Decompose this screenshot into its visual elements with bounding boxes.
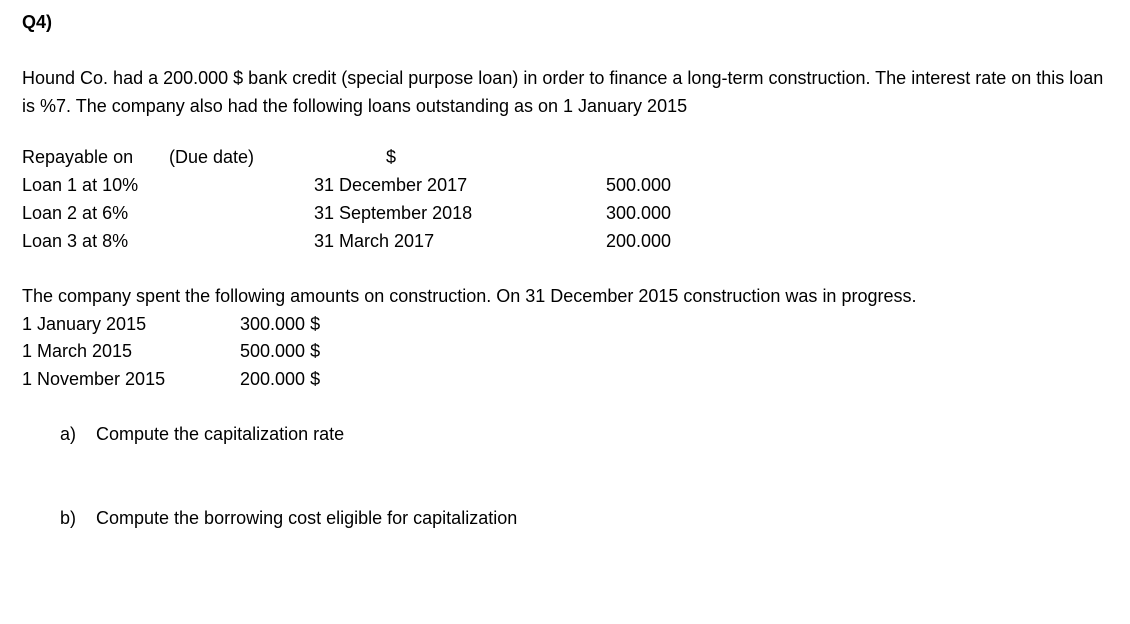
loan-due-date: 31 September 2018: [314, 203, 473, 223]
loan-amount: 200.000: [606, 231, 672, 251]
task-letter: b): [60, 508, 77, 528]
loan-due-date: 31 December 2017: [314, 175, 468, 195]
expenditure-amount: 500.000 $: [240, 341, 321, 361]
expenditure-amount: 300.000 $: [240, 314, 321, 334]
header-due-date: (Due date): [169, 147, 255, 167]
loan-name: Loan 3 at 8%: [22, 231, 129, 251]
expenditure-date: 1 January 2015: [22, 314, 147, 334]
question-intro-paragraph: Hound Co. had a 200.000 $ bank credit (special purpose loan) in order to finance a long-term construction. The interest rate on this loan is %7. The company also had the following loans outstanding as on 1 January 2015: [22, 68, 1104, 116]
header-repayable: Repayable on: [22, 147, 134, 167]
header-amount-currency: $: [386, 147, 397, 167]
expenditure-date: 1 November 2015: [22, 369, 166, 389]
loan-name: Loan 1 at 10%: [22, 175, 139, 195]
loan-amount: 500.000: [606, 175, 672, 195]
expenditure-amount: 200.000 $: [240, 369, 321, 389]
task-letter: a): [60, 424, 77, 444]
loan-amount: 300.000: [606, 203, 672, 223]
task-text: Compute the capitalization rate: [96, 424, 345, 444]
expenditure-intro: The company spent the following amounts on construction. On 31 December 2015 construction was in progress.: [22, 286, 917, 306]
task-text: Compute the borrowing cost eligible for capitalization: [96, 508, 518, 528]
loan-name: Loan 2 at 6%: [22, 203, 129, 223]
question-title: Q4): [22, 12, 53, 32]
task-b: [60, 508, 517, 530]
task-a: [60, 424, 344, 446]
expenditure-date: 1 March 2015: [22, 341, 133, 361]
loan-due-date: 31 March 2017: [314, 231, 435, 251]
